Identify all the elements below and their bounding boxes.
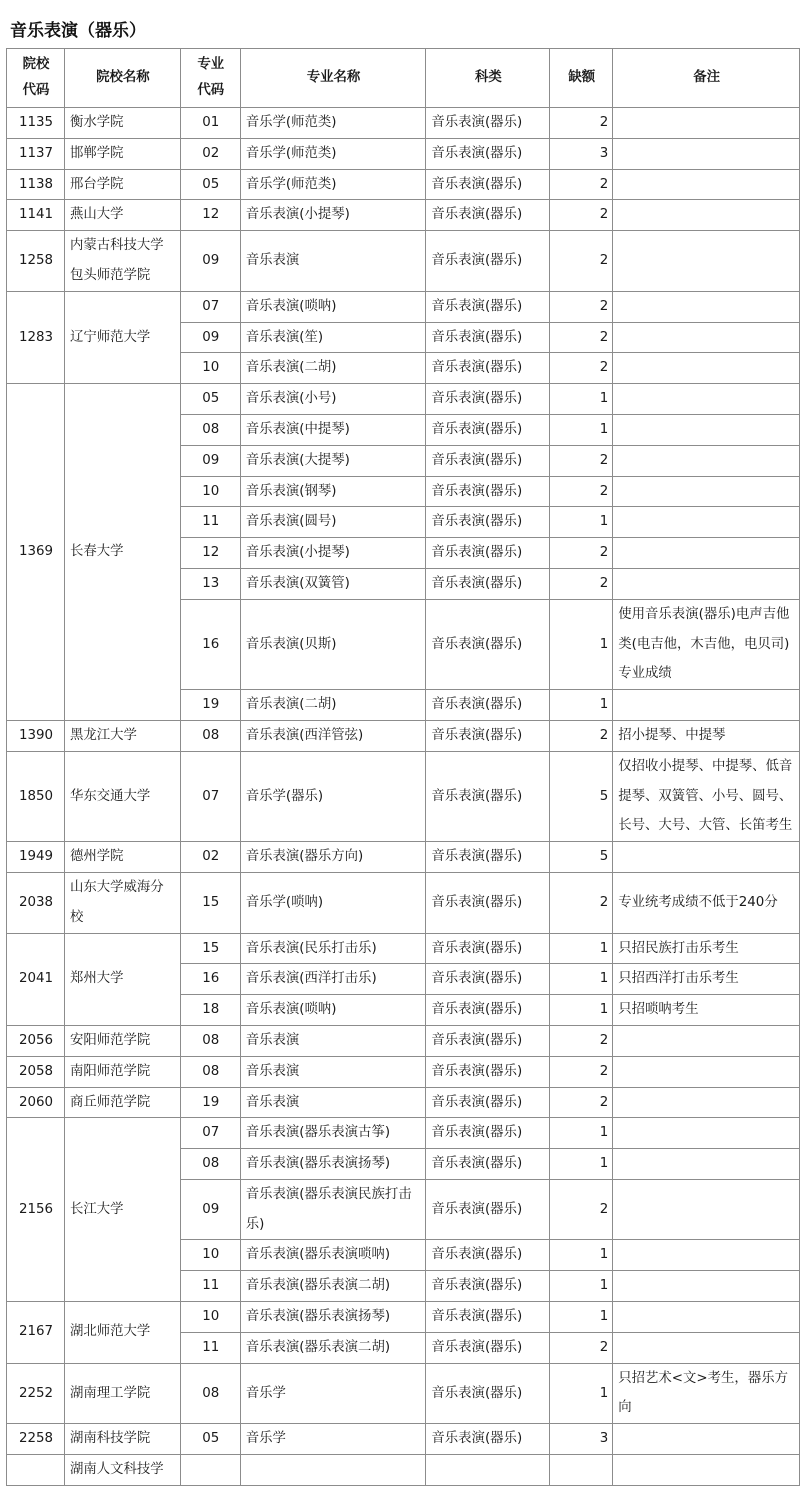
vacancy-cell: 5 <box>550 842 613 873</box>
vacancy-cell: 2 <box>550 200 613 231</box>
vacancy-cell: 1 <box>550 414 613 445</box>
vacancy-cell: 2 <box>550 1179 613 1240</box>
vacancy-cell: 2 <box>550 169 613 200</box>
major-name-cell: 音乐表演(钢琴) <box>240 476 426 507</box>
category-cell: 音乐表演(器乐) <box>426 322 550 353</box>
category-cell: 音乐表演(器乐) <box>426 200 550 231</box>
category-cell: 音乐表演(器乐) <box>426 1363 550 1424</box>
category-cell: 音乐表演(器乐) <box>426 690 550 721</box>
school-name-cell: 长春大学 <box>64 384 180 721</box>
major-code-cell: 05 <box>180 384 240 415</box>
vacancy-cell: 1 <box>550 933 613 964</box>
major-name-cell: 音乐学(唢呐) <box>240 872 426 933</box>
major-name-cell: 音乐表演(唢呐) <box>240 291 426 322</box>
major-code-cell: 08 <box>180 1363 240 1424</box>
remark-cell <box>613 169 800 200</box>
vacancy-cell: 1 <box>550 1240 613 1271</box>
vacancy-cell: 1 <box>550 995 613 1026</box>
category-cell: 音乐表演(器乐) <box>426 1149 550 1180</box>
school-code-cell: 1141 <box>7 200 65 231</box>
school-code-cell: 2258 <box>7 1424 65 1455</box>
remark-cell: 仅招收小提琴、中提琴、低音提琴、双簧管、小号、圆号、长号、大号、大管、长笛考生 <box>613 751 800 841</box>
school-name-cell: 邯郸学院 <box>64 138 180 169</box>
remark-cell: 专业统考成绩不低于240分 <box>613 872 800 933</box>
school-code-cell: 1390 <box>7 720 65 751</box>
major-name-cell: 音乐表演(小提琴) <box>240 538 426 569</box>
school-code-cell: 2038 <box>7 872 65 933</box>
major-name-cell: 音乐学 <box>240 1424 426 1455</box>
major-code-cell <box>180 1455 240 1486</box>
school-name-cell: 湖南人文科技学 <box>64 1455 180 1486</box>
vacancy-cell: 2 <box>550 291 613 322</box>
vacancy-cell: 2 <box>550 108 613 139</box>
major-code-cell: 02 <box>180 138 240 169</box>
school-name-cell: 湖北师范大学 <box>64 1302 180 1364</box>
major-name-cell: 音乐表演(器乐表演古筝) <box>240 1118 426 1149</box>
school-code-cell: 2056 <box>7 1025 65 1056</box>
major-code-cell: 11 <box>180 1271 240 1302</box>
school-name-cell: 郑州大学 <box>64 933 180 1025</box>
remark-cell <box>613 322 800 353</box>
table-row <box>7 1363 800 1424</box>
remark-cell <box>613 476 800 507</box>
category-cell: 音乐表演(器乐) <box>426 1302 550 1333</box>
major-name-cell: 音乐表演(小号) <box>240 384 426 415</box>
category-cell: 音乐表演(器乐) <box>426 169 550 200</box>
remark-cell: 只招唢呐考生 <box>613 995 800 1026</box>
category-cell: 音乐表演(器乐) <box>426 384 550 415</box>
table-row <box>7 291 800 322</box>
major-code-cell: 13 <box>180 568 240 599</box>
major-code-cell: 11 <box>180 507 240 538</box>
major-name-cell: 音乐表演(西洋打击乐) <box>240 964 426 995</box>
major-name-cell: 音乐表演(二胡) <box>240 690 426 721</box>
major-code-cell: 10 <box>180 476 240 507</box>
remark-cell <box>613 1455 800 1486</box>
category-cell: 音乐表演(器乐) <box>426 1056 550 1087</box>
remark-cell <box>613 1149 800 1180</box>
major-name-cell: 音乐表演(器乐表演扬琴) <box>240 1302 426 1333</box>
category-cell: 音乐表演(器乐) <box>426 1118 550 1149</box>
major-name-cell: 音乐表演(器乐表演扬琴) <box>240 1149 426 1180</box>
category-cell <box>426 1455 550 1486</box>
table-row <box>7 842 800 873</box>
category-cell: 音乐表演(器乐) <box>426 108 550 139</box>
major-name-cell: 音乐表演 <box>240 1056 426 1087</box>
table-row <box>7 933 800 964</box>
major-name-cell: 音乐表演 <box>240 231 426 292</box>
vacancy-cell: 2 <box>550 568 613 599</box>
category-cell: 音乐表演(器乐) <box>426 445 550 476</box>
school-name-cell: 山东大学威海分校 <box>64 872 180 933</box>
vacancy-cell: 2 <box>550 538 613 569</box>
quota-table <box>6 48 800 1486</box>
school-code-cell: 2041 <box>7 933 65 1025</box>
vacancy-cell: 1 <box>550 1149 613 1180</box>
remark-cell <box>613 384 800 415</box>
vacancy-cell: 2 <box>550 231 613 292</box>
major-name-cell: 音乐学 <box>240 1363 426 1424</box>
major-name-cell: 音乐表演(民乐打击乐) <box>240 933 426 964</box>
vacancy-cell: 1 <box>550 1302 613 1333</box>
remark-cell: 只招艺术<文>考生，器乐方向 <box>613 1363 800 1424</box>
school-code-cell: 2167 <box>7 1302 65 1364</box>
header-school-name: 院校名称 <box>64 49 180 108</box>
table-row <box>7 231 800 292</box>
school-name-cell: 南阳师范学院 <box>64 1056 180 1087</box>
school-code-cell: 2058 <box>7 1056 65 1087</box>
remark-cell <box>613 1332 800 1363</box>
vacancy-cell: 1 <box>550 507 613 538</box>
category-cell: 音乐表演(器乐) <box>426 568 550 599</box>
vacancy-cell <box>550 1455 613 1486</box>
school-code-cell: 2060 <box>7 1087 65 1118</box>
major-code-cell: 08 <box>180 1025 240 1056</box>
vacancy-cell: 2 <box>550 1087 613 1118</box>
vacancy-cell: 1 <box>550 599 613 689</box>
table-row <box>7 384 800 415</box>
major-name-cell <box>240 1455 426 1486</box>
major-code-cell: 08 <box>180 1056 240 1087</box>
major-name-cell: 音乐表演(器乐表演唢呐) <box>240 1240 426 1271</box>
major-code-cell: 09 <box>180 231 240 292</box>
major-code-cell: 16 <box>180 599 240 689</box>
remark-cell <box>613 1302 800 1333</box>
category-cell: 音乐表演(器乐) <box>426 995 550 1026</box>
school-code-cell: 2252 <box>7 1363 65 1424</box>
remark-cell <box>613 1025 800 1056</box>
school-code-cell: 1949 <box>7 842 65 873</box>
vacancy-cell: 2 <box>550 1025 613 1056</box>
remark-cell <box>613 414 800 445</box>
table-row <box>7 108 800 139</box>
header-category: 科类 <box>426 49 550 108</box>
school-code-cell: 1258 <box>7 231 65 292</box>
table-row <box>7 1056 800 1087</box>
major-name-cell: 音乐表演(贝斯) <box>240 599 426 689</box>
header-row <box>7 49 800 108</box>
major-name-cell: 音乐表演(二胡) <box>240 353 426 384</box>
school-code-cell: 2156 <box>7 1118 65 1302</box>
category-cell: 音乐表演(器乐) <box>426 414 550 445</box>
school-name-cell: 商丘师范学院 <box>64 1087 180 1118</box>
remark-cell: 只招西洋打击乐考生 <box>613 964 800 995</box>
category-cell: 音乐表演(器乐) <box>426 138 550 169</box>
vacancy-cell: 2 <box>550 353 613 384</box>
school-name-cell: 安阳师范学院 <box>64 1025 180 1056</box>
major-code-cell: 10 <box>180 1240 240 1271</box>
major-name-cell: 音乐表演 <box>240 1087 426 1118</box>
vacancy-cell: 2 <box>550 445 613 476</box>
major-code-cell: 09 <box>180 1179 240 1240</box>
header-vacancy: 缺额 <box>550 49 613 108</box>
school-code-cell: 1138 <box>7 169 65 200</box>
school-code-cell: 1283 <box>7 291 65 383</box>
table-row <box>7 1424 800 1455</box>
table-row <box>7 1025 800 1056</box>
major-code-cell: 19 <box>180 1087 240 1118</box>
category-cell: 音乐表演(器乐) <box>426 751 550 841</box>
vacancy-cell: 2 <box>550 872 613 933</box>
table-row <box>7 1302 800 1333</box>
school-code-cell: 1137 <box>7 138 65 169</box>
remark-cell <box>613 1118 800 1149</box>
school-code-cell <box>7 1455 65 1486</box>
vacancy-cell: 1 <box>550 1271 613 1302</box>
school-name-cell: 长江大学 <box>64 1118 180 1302</box>
table-row <box>7 751 800 841</box>
school-code-cell: 1850 <box>7 751 65 841</box>
remark-cell: 使用音乐表演(器乐)电声吉他类(电吉他，木吉他，电贝司)专业成绩 <box>613 599 800 689</box>
remark-cell <box>613 200 800 231</box>
major-code-cell: 09 <box>180 322 240 353</box>
major-code-cell: 05 <box>180 1424 240 1455</box>
school-name-cell: 德州学院 <box>64 842 180 873</box>
major-code-cell: 12 <box>180 200 240 231</box>
major-code-cell: 02 <box>180 842 240 873</box>
table-row <box>7 1118 800 1149</box>
school-name-cell: 湖南科技学院 <box>64 1424 180 1455</box>
remark-cell: 只招民族打击乐考生 <box>613 933 800 964</box>
vacancy-cell: 2 <box>550 322 613 353</box>
category-cell: 音乐表演(器乐) <box>426 1025 550 1056</box>
table-row <box>7 872 800 933</box>
vacancy-cell: 1 <box>550 1118 613 1149</box>
school-code-cell: 1135 <box>7 108 65 139</box>
major-name-cell: 音乐表演(唢呐) <box>240 995 426 1026</box>
category-cell: 音乐表演(器乐) <box>426 1087 550 1118</box>
category-cell: 音乐表演(器乐) <box>426 507 550 538</box>
major-code-cell: 11 <box>180 1332 240 1363</box>
category-cell: 音乐表演(器乐) <box>426 1332 550 1363</box>
category-cell: 音乐表演(器乐) <box>426 720 550 751</box>
table-row <box>7 720 800 751</box>
header-major-code: 专业 代码 <box>180 49 240 108</box>
major-name-cell: 音乐表演(中提琴) <box>240 414 426 445</box>
remark-cell: 招小提琴、中提琴 <box>613 720 800 751</box>
major-name-cell: 音乐表演(笙) <box>240 322 426 353</box>
major-name-cell: 音乐表演 <box>240 1025 426 1056</box>
category-cell: 音乐表演(器乐) <box>426 476 550 507</box>
page-title: 音乐表演（器乐） <box>10 21 146 41</box>
category-cell: 音乐表演(器乐) <box>426 538 550 569</box>
remark-cell <box>613 138 800 169</box>
major-code-cell: 16 <box>180 964 240 995</box>
major-name-cell: 音乐学(师范类) <box>240 169 426 200</box>
school-name-cell: 湖南理工学院 <box>64 1363 180 1424</box>
major-name-cell: 音乐表演(器乐方向) <box>240 842 426 873</box>
major-code-cell: 07 <box>180 291 240 322</box>
vacancy-cell: 1 <box>550 690 613 721</box>
school-name-cell: 黑龙江大学 <box>64 720 180 751</box>
school-name-cell: 内蒙古科技大学包头师范学院 <box>64 231 180 292</box>
school-name-cell: 燕山大学 <box>64 200 180 231</box>
vacancy-cell: 2 <box>550 720 613 751</box>
table-row <box>7 169 800 200</box>
school-name-cell: 邢台学院 <box>64 169 180 200</box>
major-code-cell: 10 <box>180 353 240 384</box>
category-cell: 音乐表演(器乐) <box>426 353 550 384</box>
vacancy-cell: 1 <box>550 964 613 995</box>
major-code-cell: 07 <box>180 751 240 841</box>
major-name-cell: 音乐表演(器乐表演二胡) <box>240 1271 426 1302</box>
major-name-cell: 音乐表演(器乐表演二胡) <box>240 1332 426 1363</box>
major-code-cell: 15 <box>180 933 240 964</box>
category-cell: 音乐表演(器乐) <box>426 872 550 933</box>
remark-cell <box>613 108 800 139</box>
category-cell: 音乐表演(器乐) <box>426 933 550 964</box>
category-cell: 音乐表演(器乐) <box>426 1271 550 1302</box>
vacancy-cell: 3 <box>550 1424 613 1455</box>
remark-cell <box>613 1240 800 1271</box>
major-code-cell: 08 <box>180 720 240 751</box>
remark-cell <box>613 1087 800 1118</box>
major-name-cell: 音乐表演(小提琴) <box>240 200 426 231</box>
header-remark: 备注 <box>613 49 800 108</box>
major-code-cell: 09 <box>180 445 240 476</box>
major-code-cell: 08 <box>180 414 240 445</box>
major-name-cell: 音乐学(师范类) <box>240 108 426 139</box>
major-code-cell: 01 <box>180 108 240 139</box>
major-code-cell: 18 <box>180 995 240 1026</box>
vacancy-cell: 2 <box>550 1056 613 1087</box>
remark-cell <box>613 231 800 292</box>
remark-cell <box>613 353 800 384</box>
major-name-cell: 音乐学(器乐) <box>240 751 426 841</box>
category-cell: 音乐表演(器乐) <box>426 1179 550 1240</box>
category-cell: 音乐表演(器乐) <box>426 599 550 689</box>
table-row <box>7 138 800 169</box>
remark-cell <box>613 568 800 599</box>
school-name-cell: 衡水学院 <box>64 108 180 139</box>
remark-cell <box>613 507 800 538</box>
major-code-cell: 10 <box>180 1302 240 1333</box>
vacancy-cell: 5 <box>550 751 613 841</box>
major-name-cell: 音乐表演(双簧管) <box>240 568 426 599</box>
major-code-cell: 15 <box>180 872 240 933</box>
remark-cell <box>613 1271 800 1302</box>
category-cell: 音乐表演(器乐) <box>426 1424 550 1455</box>
category-cell: 音乐表演(器乐) <box>426 842 550 873</box>
major-code-cell: 08 <box>180 1149 240 1180</box>
remark-cell <box>613 1056 800 1087</box>
table-row <box>7 1455 800 1486</box>
remark-cell <box>613 842 800 873</box>
category-cell: 音乐表演(器乐) <box>426 291 550 322</box>
major-code-cell: 12 <box>180 538 240 569</box>
major-name-cell: 音乐表演(大提琴) <box>240 445 426 476</box>
remark-cell <box>613 690 800 721</box>
major-name-cell: 音乐表演(西洋管弦) <box>240 720 426 751</box>
header-major-name: 专业名称 <box>240 49 426 108</box>
remark-cell <box>613 538 800 569</box>
remark-cell <box>613 445 800 476</box>
major-code-cell: 05 <box>180 169 240 200</box>
category-cell: 音乐表演(器乐) <box>426 231 550 292</box>
school-name-cell: 华东交通大学 <box>64 751 180 841</box>
major-code-cell: 19 <box>180 690 240 721</box>
school-name-cell: 辽宁师范大学 <box>64 291 180 383</box>
quota-body <box>7 108 800 1486</box>
remark-cell <box>613 1179 800 1240</box>
major-name-cell: 音乐学(师范类) <box>240 138 426 169</box>
table-row <box>7 200 800 231</box>
header-school-code: 院校 代码 <box>7 49 65 108</box>
remark-cell <box>613 291 800 322</box>
major-name-cell: 音乐表演(器乐表演民族打击乐) <box>240 1179 426 1240</box>
vacancy-cell: 1 <box>550 1363 613 1424</box>
vacancy-cell: 1 <box>550 384 613 415</box>
major-name-cell: 音乐表演(圆号) <box>240 507 426 538</box>
vacancy-cell: 3 <box>550 138 613 169</box>
table-row <box>7 1087 800 1118</box>
category-cell: 音乐表演(器乐) <box>426 964 550 995</box>
vacancy-cell: 2 <box>550 1332 613 1363</box>
vacancy-cell: 2 <box>550 476 613 507</box>
remark-cell <box>613 1424 800 1455</box>
category-cell: 音乐表演(器乐) <box>426 1240 550 1271</box>
school-code-cell: 1369 <box>7 384 65 721</box>
major-code-cell: 07 <box>180 1118 240 1149</box>
